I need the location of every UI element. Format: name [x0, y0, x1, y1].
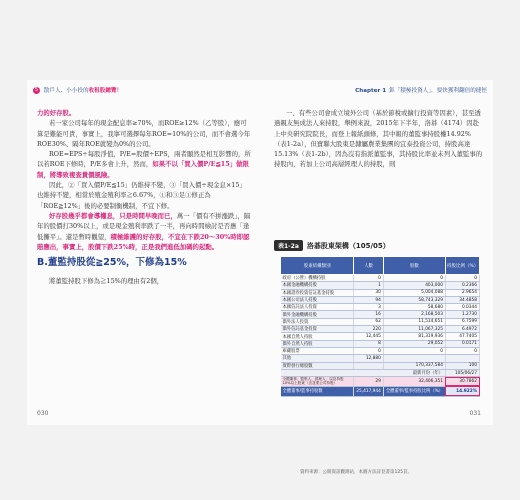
table-cell: 6.7599	[445, 318, 479, 325]
table-row	[281, 355, 480, 362]
date-row	[281, 369, 480, 376]
insider-cell: 29	[354, 377, 384, 386]
director-holding-cell: 全體董事/監事持股比例（%）	[383, 386, 445, 396]
paragraph-3	[37, 149, 252, 180]
table-cell: 2.9654	[445, 289, 479, 296]
table-cell: 58,680	[383, 304, 445, 311]
table-cell: 0	[354, 275, 384, 282]
table-row	[281, 275, 480, 282]
table-cell: 220	[354, 326, 384, 333]
table-cell: 12,880	[354, 355, 384, 362]
paragraph-3-text: ROE=EPS÷每股淨值，P/E=股價÷EPS，兩者顯然是相互影響的，所以若ROE下修時，P/E多會上升，然而，	[37, 150, 251, 169]
table-title: 洛碁股東架構（105/05）	[306, 241, 390, 250]
table-cell: 0.2366	[445, 282, 479, 289]
table-row	[281, 362, 480, 369]
table-cell: 僑外金融機構持股	[281, 311, 354, 318]
table-cell: 2,168,503	[383, 311, 445, 318]
paragraph-5-emphasis: 好存股幾乎都會導權息，只是時間早晚而已，	[49, 211, 177, 220]
chapter-badge: 5	[34, 87, 39, 93]
header-prefix: 散戶人、小小投的	[43, 88, 89, 94]
table-cell: 實際發行總股數	[281, 362, 354, 369]
chapter-label: Chapter 1	[355, 88, 387, 94]
table-cell: 0	[445, 275, 479, 282]
right-body-text	[274, 108, 483, 170]
table-header-row	[281, 257, 480, 275]
paragraph-6: 將董監持股下修為≧15%的理由有2個，	[49, 277, 164, 286]
table-cell: 僑外自然人持股	[281, 340, 354, 347]
table-cell: 6.4972	[445, 326, 479, 333]
table-cell: 16	[354, 311, 384, 318]
table-cell: 11,514,651	[383, 318, 445, 325]
left-body-text	[37, 108, 252, 287]
table-cell: 170,337,584	[383, 362, 445, 369]
table-cell	[445, 355, 479, 362]
table-cell: 0.0171	[445, 340, 479, 347]
table-cell: 0	[354, 347, 384, 354]
table-cell: 本國金融機構持股	[281, 282, 354, 289]
table-cell: 其他	[281, 355, 354, 362]
table-cell	[383, 355, 445, 362]
director-holding-row	[281, 386, 480, 396]
table-cell	[354, 362, 384, 369]
table-body	[281, 275, 480, 397]
col-header-shares: 股數	[383, 257, 445, 275]
table-cell: 政府（公營）機構持股	[281, 275, 354, 282]
table-row	[281, 318, 480, 325]
table-row	[281, 340, 480, 347]
table-cell: 1.2730	[445, 311, 479, 318]
table-cell: 8	[354, 340, 384, 347]
table-row	[281, 296, 480, 303]
table-tag: 表1-2a	[274, 240, 303, 251]
right-paragraph-1: 一、有些公司會成立境外公司（基於節稅或擴行投資等因素），甚至透過親友無成法人來持股，舉例來說，2015年下半年，洛碁（4174）因赴上中央研究院院長，而登上報紙頭條，其中報的董監事持股權14.92%（表1-2a），但寶聯大股東是隸屬農業集團的宜泰投資公司，持股高達15.13%（表1-2b），因為沒有指派董監事，其持股比率並未列入董監事的持股內，若加上公司高層經理人的持股，則	[274, 109, 483, 169]
table-cell: 庫藏股票	[281, 347, 354, 354]
insider-cell: 32,406,351	[383, 377, 445, 386]
table-cell: 100	[445, 362, 479, 369]
paragraph-2: 若一家公司每年的現金配息率≥70%，而ROE≥12%（乙等股），應可算是難能可貴，事實上，我寧可選擇每年ROE=10%的公司，而不會選今年ROE30%、隔年ROE就變為0%的公司。	[37, 119, 251, 148]
table-cell: 本國自然人持股	[281, 333, 354, 340]
table-cell: 30	[354, 289, 384, 296]
director-holding-cell: 14.922%	[445, 386, 479, 396]
table-cell: 12,445	[354, 333, 384, 340]
director-holding-cell: 全體董事/監事持股數	[281, 386, 354, 396]
insider-row	[281, 377, 480, 386]
table-cell: 僑外信託基金投資	[281, 326, 354, 333]
paragraph-4: 因此，②「買入價P/E≦15」仍維持不變，③「買入價÷現金息×15」也維持不變，相當於殖金殖利率≧6.67%，①和③足①修正為「ROE≧12%」後的必要制衡機制，不宜下修。	[37, 181, 246, 210]
left-running-header	[33, 86, 122, 94]
table-cell: 29,052	[383, 340, 445, 347]
table-cell: 本國信託法人投資	[281, 304, 354, 311]
table-cell: 0	[445, 347, 479, 354]
paragraph-5	[37, 211, 252, 252]
table-cell: 58,743,329	[383, 296, 445, 303]
table-cell: 81,319,936	[383, 333, 445, 340]
table-cell: 本國證券投資信託基金持股	[281, 289, 354, 296]
table-cell: 本國公司法人持股	[281, 296, 354, 303]
table-cell: 94	[354, 296, 384, 303]
table-cell: 0	[383, 275, 445, 282]
table-row	[281, 326, 480, 333]
table-cell: 1	[354, 282, 384, 289]
shareholder-structure-table	[280, 256, 480, 397]
right-page	[260, 80, 493, 475]
table-row	[281, 304, 480, 311]
section-heading: B.董監持股從≧25%，下修為15%	[37, 257, 187, 269]
left-page-number: 030	[37, 410, 49, 417]
insider-cell: 30.7862	[445, 377, 479, 386]
date-value: 105/06/27	[445, 369, 479, 376]
right-running-header	[355, 86, 487, 94]
table-cell: 62	[354, 318, 384, 325]
table-caption	[274, 240, 390, 251]
table-row	[281, 333, 480, 340]
table-cell: 僑外法人投資	[281, 318, 354, 325]
table-cell: 3	[354, 304, 384, 311]
col-header-category: 股東結構類別	[281, 257, 354, 275]
table-cell: 5,004,088	[383, 289, 445, 296]
table-cell: 0	[383, 347, 445, 354]
paragraph-5-emphasis-2: 積極維護的好存股，不宜在下跌20～30%時即認賠應出，事實上，股價下跌25%時，正是我們進低加碼的起點。	[37, 232, 250, 251]
table-cell: 34.4858	[445, 296, 479, 303]
table-cell: 11,067,325	[383, 326, 445, 333]
paragraph-5-text: 萬一「價有不拼漲跌」，隔年的股價打30%以上，或是現金殖利率跌了一半，再向時間檢討是否應「逢低攤平」。還是暫時觀望，	[37, 211, 251, 241]
table-cell: 47.7405	[445, 333, 479, 340]
table-row	[281, 311, 480, 318]
col-header-people: 人數	[354, 257, 384, 275]
col-header-ratio: 持股比例（%）	[445, 257, 479, 275]
chapter-title: 鉅「積極投資人」，要快獲利翻倍的捷徑	[389, 88, 487, 94]
paragraph-1: 力的好存股。	[37, 109, 76, 117]
table-cell: 403,000	[383, 282, 445, 289]
table-cell: 0.0344	[445, 304, 479, 311]
paragraph-3-emphasis: 如果不以「買入價P/E≦15」做限制，將導致複查貴價風險。	[37, 160, 249, 179]
table-row	[281, 289, 480, 296]
date-label: 最新月份（年）	[281, 369, 446, 376]
left-page	[27, 80, 260, 425]
insider-cell: 全體董事、監察人、經理人、以及持股10%以上股東（含並業公司持股）	[281, 377, 354, 386]
right-page-number: 031	[469, 410, 481, 417]
header-highlight: 收租股總覽！	[88, 88, 123, 94]
table-row	[281, 282, 480, 289]
table-row	[281, 347, 480, 354]
director-holding-cell: 25,417,944	[354, 386, 384, 396]
source-note: 資料來源：公開資訊觀測站，本圖方法詳見書第125頁。	[300, 470, 413, 475]
